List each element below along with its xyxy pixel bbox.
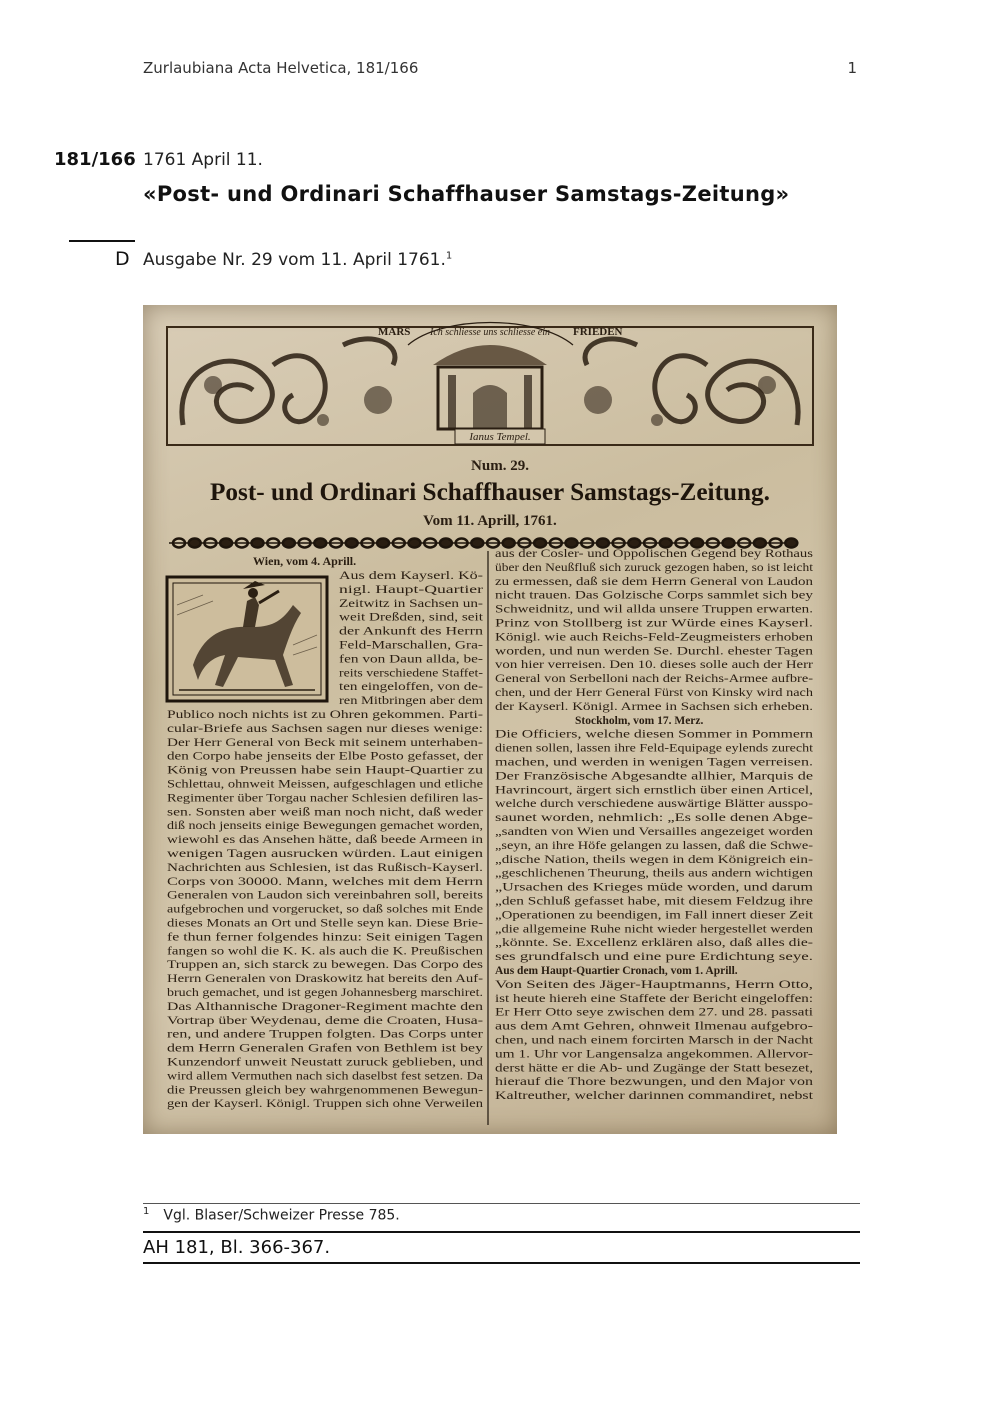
- newspaper-scan-svg: [143, 305, 837, 1134]
- chain-link: [283, 539, 295, 548]
- chain-link: [440, 539, 452, 548]
- newspaper-line: dieses Monats an Ort und Stelle seyn kan. Diese Brie-: [167, 917, 484, 930]
- chain-link: [785, 539, 797, 548]
- newspaper-line: Feld-Marschallen, Gra-: [339, 639, 484, 652]
- newspaper-line: Aus dem Kayserl. Kö-: [339, 570, 484, 582]
- newspaper-scan-image: [143, 305, 837, 1134]
- newspaper-line: fangen so wohl die K. K. als auch die K. Preußischen: [167, 945, 484, 958]
- newspaper-line: Generalen von Laudon sich vereinbahren soll, bereits: [167, 889, 484, 902]
- banner-center-text: Ich schliesse uns schliesse ein: [430, 327, 550, 338]
- banner-right-text: FRIEDEN: [573, 326, 623, 338]
- newspaper-line: reits verschiedene Staffet-: [339, 667, 484, 680]
- chain-link: [534, 539, 546, 548]
- document-id: 181/166: [54, 149, 136, 170]
- newspaper-line: Schlettau, ohnweit Meissen, aufgeschlagen und etliche: [167, 778, 483, 791]
- temple-label: Ianus Tempel.: [469, 431, 531, 443]
- newspaper-line: Kaltreuther, welcher darinnen commandiret, nebst: [495, 1090, 815, 1103]
- footnote-marker: 1: [143, 1206, 150, 1217]
- newspaper-line: gen der Kayserl. Königl. Truppen sich ohne Verweilen: [167, 1098, 484, 1111]
- newspaper-line: Herrn Generalen von Draskowitz hat bereits den Auf-: [167, 973, 484, 986]
- newspaper-line: Von Seiten des Jäger-Hauptmanns, Herrn Otto,: [495, 978, 814, 991]
- newspaper-line: zu ermessen, daß sie dem Herrn General von Laudon: [495, 575, 814, 588]
- newspaper-line: König von Preussen habe sein Haupt-Quartier zu: [167, 764, 484, 777]
- document-title: «Post- und Ordinari Schaffhauser Samstags-Zeitung»: [143, 182, 790, 206]
- chain-link: [754, 539, 766, 548]
- section-marker-line: [69, 240, 135, 242]
- newspaper-line: derst hätte er die Ab- und Zugänge der Statt besezet,: [495, 1062, 814, 1075]
- newspaper-line: „seyn, an ihre Höfe gelangen zu lassen, daß die Schwe-: [495, 839, 814, 852]
- chain-rule: [169, 539, 797, 548]
- source-text: Ausgabe Nr. 29 vom 11. April 1761.: [143, 250, 446, 270]
- newspaper-line: aufgebrochen und vorgerucket, so daß solches mit Ende: [167, 903, 483, 916]
- left-dateline: Wien, vom 4. Aprill.: [253, 554, 357, 568]
- chain-link: [628, 539, 640, 548]
- newspaper-line: „den Schluß gefasset habe, mit diesem Feldzug ihre: [495, 895, 813, 908]
- newspaper-line: der Kayserl. Königl. Armee in Sachsen sich erheben.: [495, 700, 814, 713]
- ornament-banner: [167, 323, 813, 446]
- newspaper-line: Er Herr Otto seye zwischen dem 27. und 28. passati: [495, 1006, 813, 1019]
- newspaper-line: bruch gemachet, und ist gegen Johannesberg marschiret.: [167, 987, 484, 999]
- chain-link: [314, 539, 326, 548]
- newspaper-line: nigl. Haupt-Quartier: [339, 583, 484, 596]
- temple-icon: [433, 345, 547, 429]
- running-title: Zurlaubiana Acta Helvetica, 181/166: [143, 59, 419, 77]
- page-number: 1: [847, 59, 857, 77]
- newspaper-line: der Ankunft des Herrn: [339, 625, 484, 638]
- newspaper-line: Schweidnitz, und wil allda unsere Truppen erwarten.: [495, 603, 814, 616]
- newspaper-line: wenigen Tagen ausrucken würden. Laut einigen: [167, 848, 484, 860]
- masthead-date: Vom 11. Aprill, 1761.: [423, 513, 557, 529]
- newspaper-line: worden, und nun werden Se. Durchl. ehester Tagen: [495, 645, 814, 658]
- newspaper-line: General von Serbelloni nach der Reichs-Armee aufbre-: [495, 673, 814, 686]
- newspaper-line: Nachrichten aus Schlesien, ist das Rußisch-Kayserl.: [167, 861, 484, 874]
- masthead-title: Post- und Ordinari Schaffhauser Samstags-Zeitung.: [210, 479, 770, 506]
- newspaper-line: diß noch jenseits einige Bewegungen gemachet worden,: [167, 820, 484, 833]
- running-header: [143, 59, 857, 77]
- newspaper-line: Havrincourt, ärgert sich ernstlich über einen Articel,: [495, 784, 814, 797]
- footnote-text: Vgl. Blaser/Schweizer Presse 785.: [163, 1207, 400, 1224]
- newspaper-line: fe thun ferner folgendes hinzu: Seit einigen Tagen: [167, 931, 484, 944]
- newspaper-line: chen, und nach einem forcirten Marsch in der Nacht: [495, 1034, 815, 1047]
- document-date: 1761 April 11.: [143, 150, 263, 170]
- newspaper-line: saunet worden, nehmlich: „Es solle denen Abge-: [495, 812, 814, 825]
- newspaper-line: Regimenter über Torgau nacher Schlesien defiliren las-: [167, 792, 484, 805]
- chain-link: [346, 539, 358, 548]
- footnote-reference[interactable]: 1: [445, 250, 453, 262]
- chain-link: [252, 539, 264, 548]
- newspaper-line: wiewohl es das Ansehen hätte, daß beede Armeen in: [167, 834, 484, 847]
- chain-link: [691, 539, 703, 548]
- issue-number: Num. 29.: [471, 458, 529, 474]
- newspaper-line: sen. Sonsten aber weiß man noch nicht, daß weder: [167, 806, 484, 819]
- newspaper-line: „dische Nation, theils wegen in dem Königreich ein-: [495, 853, 814, 866]
- chain-link: [723, 539, 735, 548]
- newspaper-line: die Preussen gleich bey wahrgenommenen Bewegun-: [167, 1084, 484, 1097]
- newspaper-line: Truppen an, sich starck zu bewegen. Das Corpo des: [167, 959, 484, 972]
- newspaper-line: Publico noch nichts ist zu Ohren gekommen. Parti-: [167, 709, 484, 721]
- newspaper-line: „könnte. Se. Excellenz erklären also, daß alles die-: [495, 937, 814, 950]
- chain-link: [503, 539, 515, 548]
- chain-link: [220, 539, 232, 548]
- newspaper-line: dienen sollen, lassen ihre Feld-Equipage eylends zurecht: [495, 742, 814, 755]
- newspaper-line: ten eingeloffen, von de-: [339, 681, 484, 694]
- newspaper-line: welche durch verschiedene auswärtige Blätter ausspo-: [495, 798, 814, 811]
- newspaper-line: Die Officiers, welche diesen Sommer in Pommern: [495, 728, 814, 741]
- newspaper-line: dem Herrn Generalen Grafen von Bethlem ist bey: [167, 1042, 484, 1055]
- chain-link: [566, 539, 578, 548]
- footnote-rule: [143, 1203, 860, 1204]
- source-description: [143, 250, 452, 270]
- shelfmark: AH 181, Bl. 366-367.: [143, 1237, 331, 1258]
- shelfmark-rule-bottom: [143, 1262, 860, 1264]
- banner-left-text: MARS: [378, 326, 411, 338]
- newspaper-line: chen, und der Herr General Fürst von Kinsky wird nach: [495, 687, 814, 699]
- newspaper-line: Zeitwitz in Sachsen un-: [339, 597, 484, 610]
- newspaper-line: nicht trauen. Das Golzische Corps sammlet sich bey: [495, 589, 814, 602]
- newspaper-line: „Operationen zu beendigen, im Fall innert dieser Zeit: [495, 909, 815, 922]
- newspaper-line: „sandten von Wien und Versailles angezeiget worden: [495, 826, 814, 838]
- horse-rider-woodcut: [167, 577, 327, 701]
- newspaper-line: Stockholm, vom 17. Merz.: [575, 714, 704, 727]
- newspaper-line: Der Französische Abgesandte allhier, Marquis de: [495, 770, 813, 783]
- chain-link: [189, 539, 201, 548]
- newspaper-line: Der Herr General von Beck mit seinem unterhaben-: [167, 736, 484, 749]
- chain-link: [471, 539, 483, 548]
- newspaper-line: Kunzendorf unweit Neustatt zuruck geblieben, und: [167, 1056, 484, 1069]
- section-marker-letter: D: [115, 248, 130, 270]
- newspaper-line: Prinz von Stollberg ist zur Würde eines Kayserl.: [495, 617, 814, 630]
- newspaper-line: wird allem Vermuthen nach sich daselbst fest setzen. Da: [167, 1070, 483, 1083]
- newspaper-line: fen von Daun allda, be-: [339, 653, 484, 666]
- newspaper-line: aus der Cosler- und Oppolischen Gegend bey Rothaus: [495, 548, 814, 560]
- newspaper-line: „die allgemeine Ruhe nicht wieder hergestellet werden: [495, 923, 814, 936]
- newspaper-line: Das Althannische Dragoner-Regiment machte den: [167, 1000, 484, 1013]
- chain-link: [660, 539, 672, 548]
- chain-link: [409, 539, 421, 548]
- newspaper-line: Corps von 30000. Mann, welches mit dem Herrn: [167, 875, 484, 888]
- chain-link: [377, 539, 389, 548]
- newspaper-line: cular-Briefe aus Sachsen sagen nur dieses wenige:: [167, 722, 483, 735]
- newspaper-line: aus dem Amt Gehren, ohnweit Ilmenau aufgebro-: [495, 1020, 814, 1033]
- newspaper-line: machen, und werden in wenigen Tagen verreisen.: [495, 756, 814, 769]
- newspaper-line: Königl. wie auch Reichs-Feld-Zeugmeisters erhoben: [495, 631, 814, 644]
- newspaper-line: den Corpo habe jenseits der Elbe Posto gefasset, der: [167, 750, 484, 763]
- newspaper-line: um 1. Uhr vor Langensalza angekommen. Allervor-: [495, 1048, 814, 1061]
- newspaper-line: Vortrap über Weydenau, deme die Croaten, Husa-: [167, 1014, 484, 1027]
- newspaper-line: ren, und andere Truppen folgten. Das Corps unter: [167, 1028, 484, 1041]
- shelfmark-rule-top: [143, 1231, 860, 1233]
- newspaper-line: „geschlichenen Theurung, theils aus andern wichtigen: [495, 867, 814, 880]
- newspaper-line: weit Dreßden, sind, seit: [339, 611, 485, 624]
- newspaper-line: über den Neußfluß sich zuruck gezogen haben, so ist leicht: [495, 561, 814, 574]
- newspaper-line: Aus dem Haupt-Quartier Cronach, vom 1. Aprill.: [495, 965, 738, 977]
- newspaper-line: ist heute hiereh eine Staffete der Bericht eingeloffen:: [495, 992, 813, 1005]
- footnote: [143, 1206, 400, 1224]
- newspaper-line: von hier verreisen. Den 10. dieses solle auch der Herr: [495, 659, 814, 672]
- newspaper-line: „Ursachen des Krieges müde worden, und darum: [495, 881, 814, 894]
- newspaper-line: hierauf die Thore bezwungen, und den Major von: [495, 1076, 814, 1089]
- chain-link: [597, 539, 609, 548]
- newspaper-line: ren Mitbringen aber dem: [339, 695, 484, 708]
- newspaper-line: ses grundfalsch und eine pure Erdichtung seye.: [495, 951, 814, 964]
- right-column: [495, 548, 814, 1102]
